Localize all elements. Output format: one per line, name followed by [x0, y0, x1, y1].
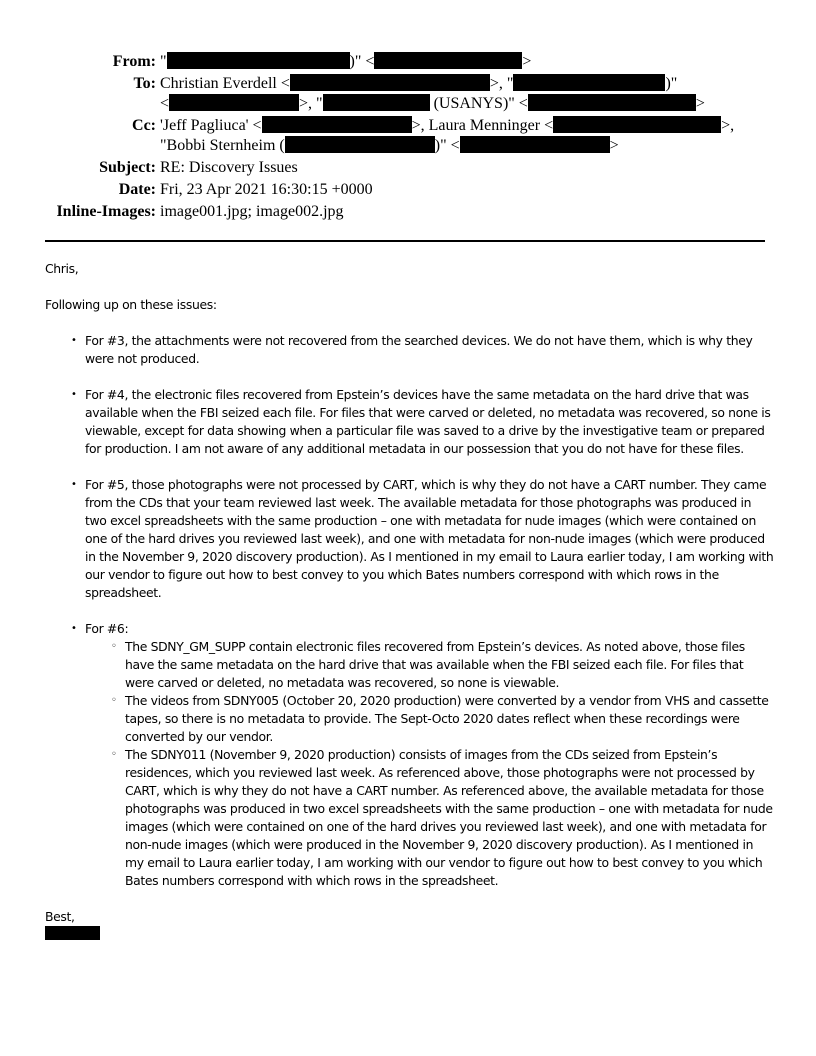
- inline-images-label: Inline-Images:: [56, 203, 156, 220]
- intro: Following up on these issues:: [45, 297, 217, 312]
- inline-images-value: image001.jpg; image002.jpg: [160, 203, 344, 220]
- signature: [45, 926, 775, 945]
- cc-text: "Bobbi Sternheim (: [160, 137, 285, 154]
- date-label: Date:: [118, 181, 156, 198]
- redaction-block: [513, 74, 665, 91]
- list-item: [85, 620, 775, 890]
- from-value: [160, 52, 816, 72]
- subject-label: Subject:: [99, 159, 156, 176]
- redaction-block: [374, 52, 522, 69]
- redaction-block: [45, 926, 100, 940]
- from-label: From:: [112, 53, 156, 70]
- redaction-block: [528, 94, 696, 111]
- list-item: • For #3, the attachments were not recovered from the searched devices. We do not have them, which is why they were not produced.: [85, 332, 775, 368]
- redaction-block: [290, 74, 490, 91]
- greeting: Chris,: [45, 261, 79, 276]
- to-text: (USANYS)" <: [429, 95, 528, 112]
- from-text: )" <: [349, 53, 375, 70]
- to-label: To:: [133, 75, 156, 92]
- cc-value: [160, 116, 816, 156]
- redaction-block: [460, 136, 610, 153]
- to-value: [160, 74, 816, 114]
- redaction-block: [323, 94, 430, 111]
- sub-list-item: ◦ The SDNY_GM_SUPP contain electronic files recovered from Epstein’s devices. As noted above, those files have the same metadata on the hard drive that was available when the FBI seized each file. For files that were carved or deleted, no metadata was recovered, so none is viewable.: [125, 638, 775, 692]
- redaction-block: [167, 52, 350, 69]
- date-value: Fri, 23 Apr 2021 16:30:15 +0000: [160, 181, 373, 198]
- sub-list-item: ◦ The videos from SDNY005 (October 20, 2020 production) were converted by a vendor from VHS and cassette tapes, so there is no metadata to provide. The Sept-Octo 2020 dates reflect when these recordings were converted by our vendor.: [125, 692, 775, 746]
- issue-list: [45, 332, 775, 890]
- list-item-text: For #6:: [85, 621, 129, 636]
- header-cc: [0, 116, 816, 156]
- sub-list-item: ◦ The SDNY011 (November 9, 2020 production) consists of images from the CDs seized from Epstein’s residences, which you reviewed last week. As referenced above, those photographs were not processed by CART, which is why they do not have a CART number. As referenced above, the available metadata for those photographs was produced in two excel spreadsheets with the same production – one with metadata for nude images (which were contained on one of the hard drives you reviewed last week), and one with metadata for non-nude images (which were produced in the November 9, 2020 discovery production). As I mentioned in my email to Laura earlier today, I am working with our vendor to figure out how to best convey to you which Bates numbers correspond with which rows in the spreadsheet.: [125, 746, 775, 890]
- from-text: ": [160, 53, 167, 70]
- to-text: >, ": [489, 75, 514, 92]
- closing: Best,: [45, 909, 75, 924]
- header-from: [0, 52, 816, 72]
- redaction-block: [169, 94, 299, 111]
- to-text: >: [695, 95, 705, 112]
- header-divider: [45, 240, 765, 242]
- cc-text: )" <: [434, 137, 460, 154]
- subject-value: RE: Discovery Issues: [160, 159, 298, 176]
- to-text: <: [160, 95, 170, 112]
- sub-list: [85, 638, 775, 890]
- cc-text: >: [609, 137, 619, 154]
- to-text: Christian Everdell <: [160, 75, 290, 92]
- redaction-block: [262, 116, 412, 133]
- cc-text: >,: [721, 117, 735, 134]
- to-text: )": [665, 75, 678, 92]
- email-header: [0, 52, 816, 224]
- cc-label: Cc:: [132, 117, 156, 134]
- header-subject: [0, 158, 816, 178]
- to-text: >, ": [299, 95, 323, 112]
- header-date: [0, 180, 816, 200]
- cc-text: >, Laura Menninger <: [411, 117, 554, 134]
- list-item: • For #4, the electronic files recovered from Epstein’s devices have the same metadata on the hard drive that was available when the FBI seized each file. For files that were carved or deleted, no metadata was recovered, so none is viewable, except for data showing when a particular file was saved to a drive by the investigative team or prepared for production. I am not aware of any additional metadata in our possession that you do not have for these files.: [85, 386, 775, 458]
- email-body: [45, 260, 775, 945]
- header-inline-images: [0, 202, 816, 222]
- from-text: >: [522, 53, 532, 70]
- cc-text: 'Jeff Pagliuca' <: [160, 117, 262, 134]
- list-item: • For #5, those photographs were not processed by CART, which is why they do not have a CART number. They came from the CDs that your team reviewed last week. The available metadata for those photographs was produced in two excel spreadsheets with the same production – one with metadata for nude images (which were contained on one of the hard drives you reviewed last week), and one with metadata for non-nude images (which were produced in the November 9, 2020 discovery production). As I mentioned in my email to Laura earlier today, I am working with our vendor to figure out how to best convey to you which Bates numbers correspond with which rows in the spreadsheet.: [85, 476, 775, 602]
- redaction-block: [285, 136, 435, 153]
- redaction-block: [553, 116, 721, 133]
- header-to: [0, 74, 816, 114]
